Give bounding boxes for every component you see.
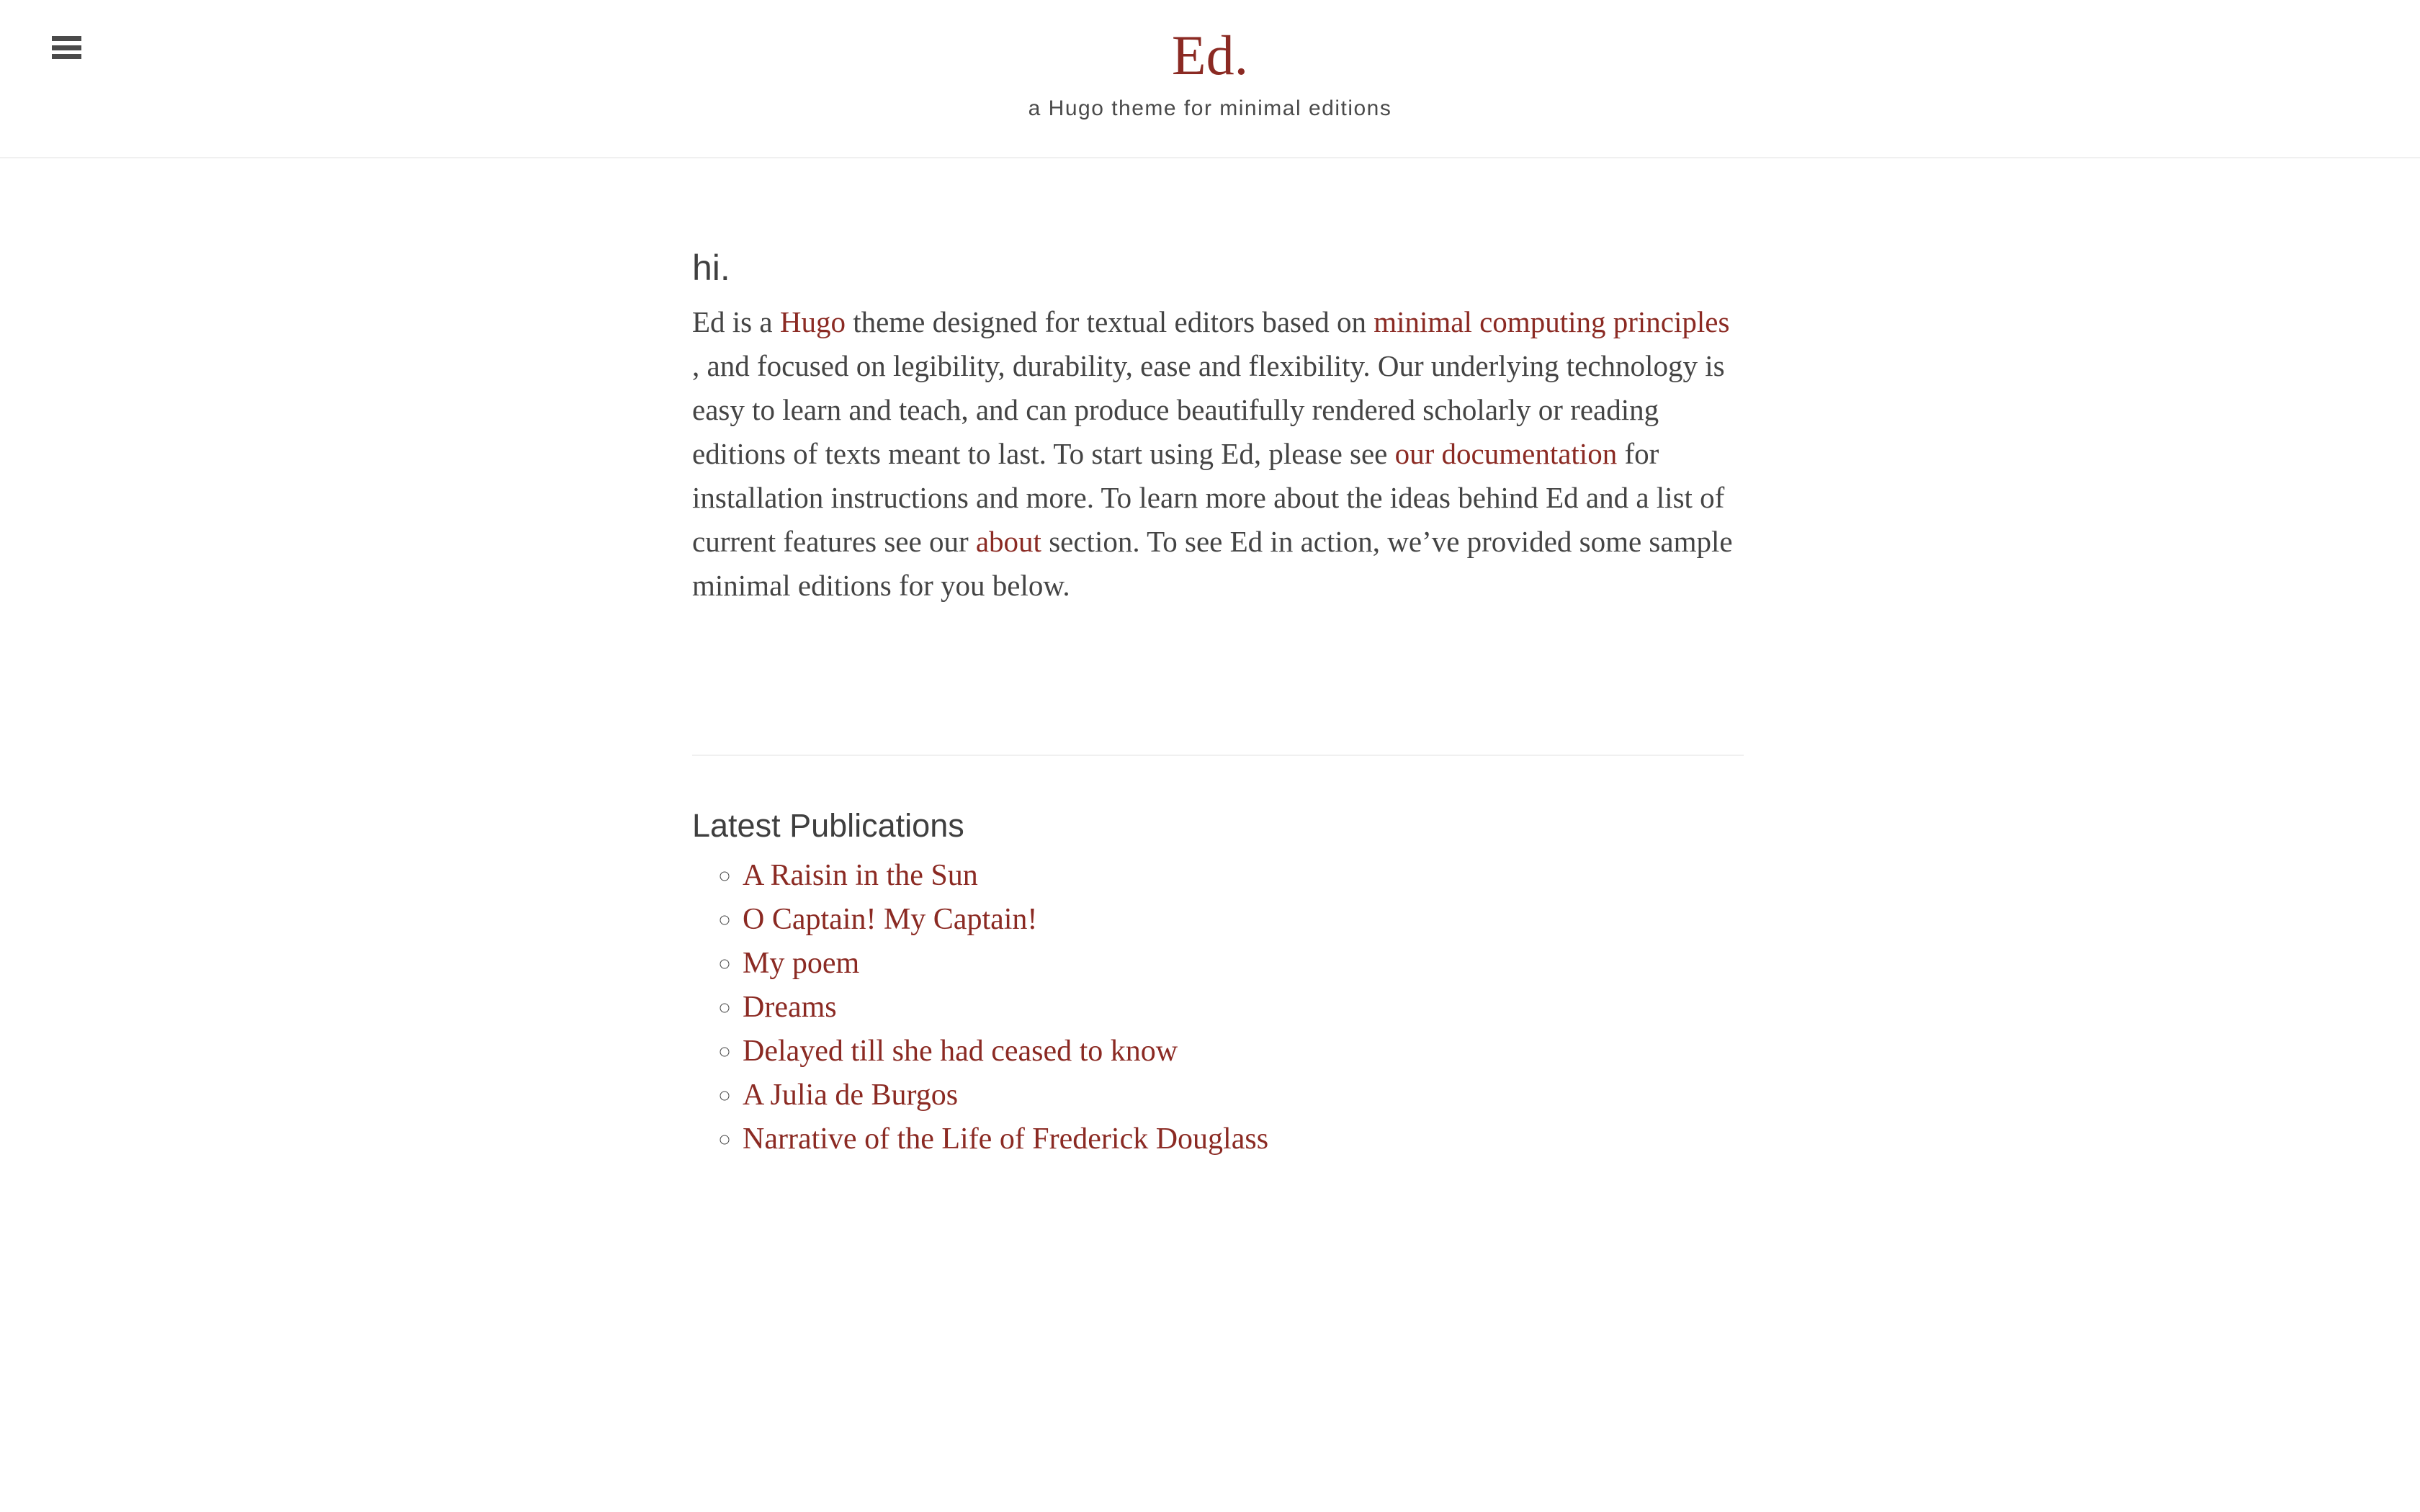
site-header — [0, 0, 2420, 158]
intro-link[interactable]: Hugo — [779, 305, 846, 338]
publication-link[interactable]: Delayed till she had ceased to know — [743, 1035, 1178, 1068]
hamburger-icon — [52, 45, 81, 50]
list-item — [743, 986, 1744, 1030]
intro-text: for installation instructions and more. To learn more about the ideas behind Ed and a list of current features see our — [692, 437, 1725, 558]
publication-link[interactable]: Dreams — [743, 991, 837, 1024]
list-item — [743, 1117, 1744, 1161]
publication-link[interactable]: A Julia de Burgos — [743, 1079, 959, 1112]
intro-text: section. To see Ed in action, we’ve provided some sample minimal editions for you below. — [692, 525, 1733, 602]
menu-button[interactable] — [52, 36, 81, 59]
intro-paragraph — [692, 300, 1744, 608]
list-item — [743, 854, 1744, 898]
main-content — [692, 158, 1744, 1161]
list-item — [743, 1074, 1744, 1117]
site-title[interactable]: Ed. — [1171, 24, 1249, 86]
hamburger-icon — [52, 36, 81, 41]
intro-link[interactable]: minimal computing principles — [1373, 305, 1730, 338]
publication-link[interactable]: Narrative of the Life of Frederick Douglass — [743, 1122, 1269, 1156]
list-item — [743, 1030, 1744, 1074]
intro-text: Ed is a — [692, 305, 780, 338]
list-item — [743, 898, 1744, 942]
publications-heading: Latest Publications — [692, 807, 964, 844]
hamburger-icon — [52, 54, 81, 59]
publication-link[interactable]: My poem — [743, 947, 860, 980]
list-item — [743, 942, 1744, 986]
intro-text: , and focused on legibility, durability, ease and flexibility. Our underlying technology is easy to learn and teach, and can produce beautifully rendered scholarly or reading editions of texts meant to last. To start using Ed, please see — [692, 349, 1725, 470]
site-subtitle: a Hugo theme for minimal editions — [1028, 96, 1392, 120]
page-title: hi. — [692, 248, 730, 288]
publications-list — [692, 854, 1744, 1161]
intro-link[interactable]: about — [975, 525, 1041, 558]
intro-text: theme designed for textual editors based on — [845, 305, 1374, 338]
section-divider — [692, 755, 1744, 756]
publication-link[interactable]: O Captain! My Captain! — [743, 903, 1038, 936]
publication-link[interactable]: A Raisin in the Sun — [743, 859, 978, 892]
intro-link[interactable]: our documentation — [1394, 437, 1618, 470]
